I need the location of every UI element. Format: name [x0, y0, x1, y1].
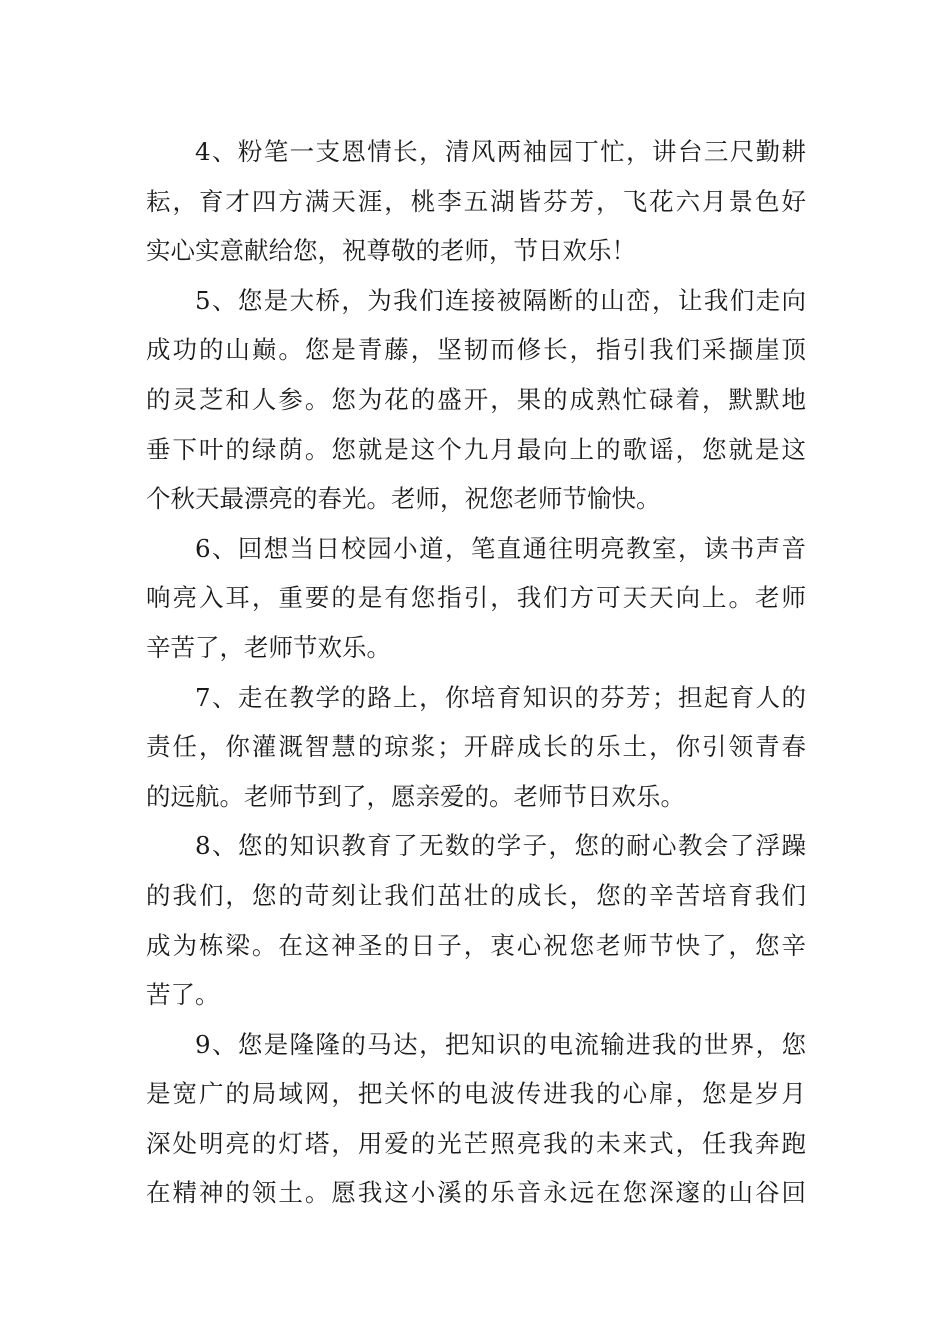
paragraph-line: 耘，育才四方满天涯，桃李五湖皆芬芳，飞花六月景色好: [146, 186, 806, 216]
paragraph-line: 责任，你灌溉智慧的琼浆；开辟成长的乐土，你引领青春: [146, 732, 806, 762]
paragraph-line: 个秋天最漂亮的春光。老师，祝您老师节愉快。: [146, 484, 661, 514]
paragraph-line: 5、您是大桥，为我们连接被隔断的山峦，让我们走向: [195, 285, 806, 315]
paragraph-line: 9、您是隆隆的马达，把知识的电流输进我的世界，您: [195, 1029, 806, 1059]
paragraph-6: [146, 524, 806, 673]
paragraph-4: [146, 127, 806, 276]
paragraph-line: 的远航。老师节到了，愿亲爱的。老师节日欢乐。: [146, 781, 685, 811]
paragraph-8: [146, 821, 806, 1019]
paragraph-7: [146, 673, 806, 822]
paragraph-line: 垂下叶的绿荫。您就是这个九月最向上的歌谣，您就是这: [146, 434, 806, 464]
paragraph-line: 7、走在教学的路上，你培育知识的芬芳；担起育人的: [195, 682, 806, 712]
paragraph-line: 辛苦了，老师节欢乐。: [146, 632, 391, 662]
paragraph-line: 8、您的知识教育了无数的学子，您的耐心教会了浮躁: [195, 831, 806, 861]
paragraph-line: 实心实意献给您，祝尊敬的老师，节日欢乐！: [146, 236, 636, 266]
paragraph-line: 响亮入耳，重要的是有您指引，我们方可天天向上。老师: [146, 583, 806, 613]
paragraph-line: 成功的山巅。您是青藤，坚韧而修长，指引我们采撷崖顶: [146, 335, 806, 365]
paragraph-line: 深处明亮的灯塔，用爱的光芒照亮我的未来式，任我奔跑: [146, 1128, 806, 1158]
paragraph-line: 6、回想当日校园小道，笔直通往明亮教室，读书声音: [195, 533, 806, 563]
paragraph-line: 苦了。: [146, 980, 220, 1010]
paragraph-line: 是宽广的局域网，把关怀的电波传进我的心扉，您是岁月: [146, 1079, 806, 1109]
document-body: [146, 127, 806, 1218]
paragraph-5: [146, 276, 806, 524]
paragraph-line: 在精神的领土。愿我这小溪的乐音永远在您深邃的山谷回: [146, 1178, 806, 1208]
paragraph-line: 4、粉笔一支恩情长，清风两袖园丁忙，讲台三尺勤耕: [195, 137, 806, 166]
paragraph-line: 成为栋梁。在这神圣的日子，衷心祝您老师节快了，您辛: [146, 930, 806, 960]
paragraph-line: 的灵芝和人参。您为花的盛开，果的成熟忙碌着，默默地: [146, 384, 806, 414]
paragraph-line: 的我们，您的苛刻让我们茁壮的成长，您的辛苦培育我们: [146, 880, 806, 910]
paragraph-9: [146, 1020, 806, 1218]
